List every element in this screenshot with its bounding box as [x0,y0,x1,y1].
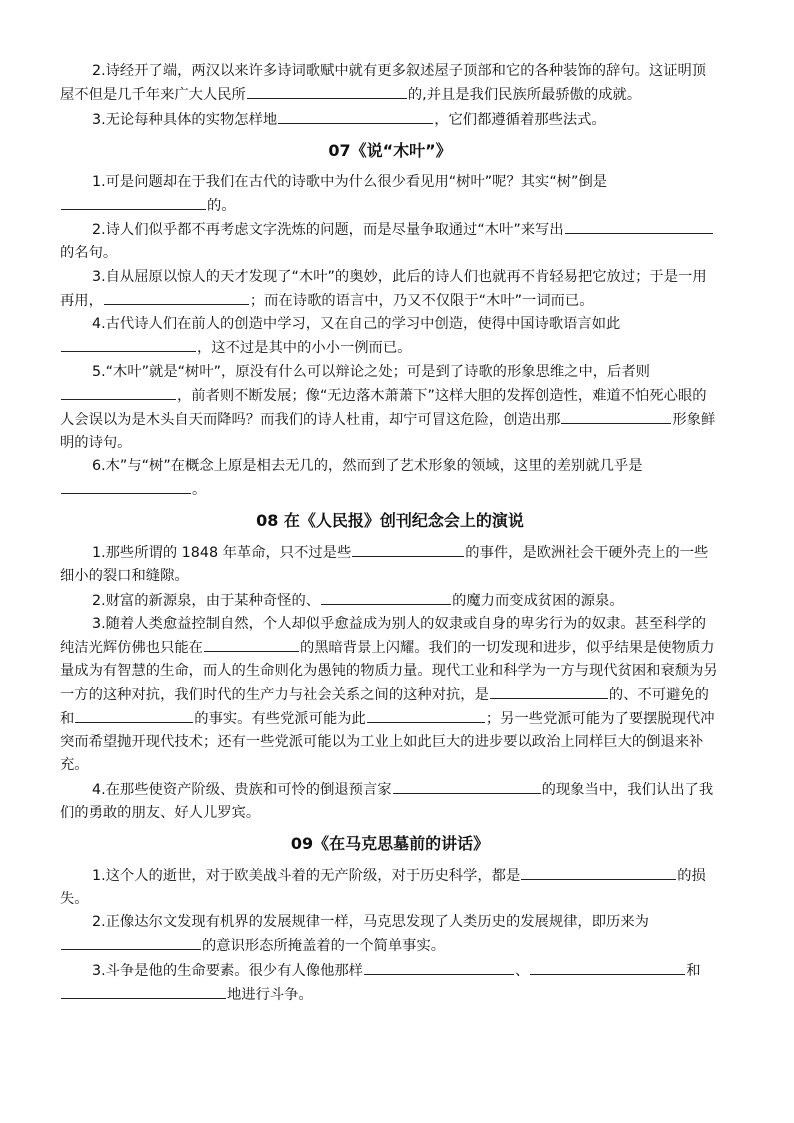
text: 2.正像达尔文发现有机界的发展规律一样，马克思发现了人类历史的发展规律，即历来为 [92,914,649,930]
fill-blank[interactable] [278,108,433,124]
item-08-3 [60,613,720,777]
fill-blank[interactable] [204,636,299,652]
fill-blank[interactable] [565,218,713,234]
text: 的魔力而变成贫困的源泉。 [452,592,624,609]
text: 的,并且是我们民族所最骄傲的成就。 [407,87,642,103]
text: 6.木”与“树”在概念上原是相去无几的，然而到了艺术形象的领域，这里的差别就几乎是 [92,458,643,474]
fill-blank[interactable] [61,934,201,950]
text: 3.斗争是他的生命要素。很少有人像他那样 [92,962,363,979]
text: 3.随着人类愈益控制自然，个人却似乎愈益成为别人的奴隶或自身的卑劣行为的奴隶。甚至科学的纯洁光辉仿佛也只能在 [60,616,707,656]
fill-blank[interactable] [321,589,451,605]
text: 的。 [207,197,236,214]
text: 5.“木叶”就是“树叶”，原没有什么可以辩论之处；可是到了诗歌的形象思维之中，后者则 [92,363,650,380]
section-title-07: 07《说“木叶”》 [328,140,452,160]
fill-blank[interactable] [247,83,407,99]
item-07-1 [60,171,720,218]
fill-blank[interactable] [61,336,196,352]
text: 1.那些所谓的 1848 年革命，只不过是些 [92,545,352,561]
fill-blank[interactable] [521,864,676,880]
fill-blank[interactable] [364,959,514,975]
text: ；另一些党派可能为了要摆脱现代冲突而希望抛开现代技术；还有一些党派可能以为工业上如此巨大的进步要以政治上同样巨大的倒退来补充。 [60,711,715,773]
text: 3.自从屈原以惊人的天才发现了“木叶”的奥妙，此后的诗人们也就再不肯轻易把它放过；于是一用再用， [60,268,707,309]
text: 。 [192,482,207,498]
document-page [60,60,720,1007]
item-09-2 [60,911,720,958]
text: 的事实。有些党派可能为此 [194,711,366,727]
item-08-2 [60,589,720,613]
fill-blank[interactable] [61,983,226,999]
item-06-2 [60,60,720,107]
fill-blank[interactable] [61,384,176,400]
fill-blank[interactable] [393,778,541,794]
text: 和 [686,962,715,979]
item-07-5 [60,361,720,455]
text: 4.在那些使资产阶级、贵族和可怜的倒退预言家 [92,781,392,798]
text: ，它们都遵循着那些法式。 [434,111,606,128]
text: 、 [514,962,530,979]
section-title-08: 08 在《人民报》创刊纪念会上的演说 [256,511,524,530]
text: 3.无论每种具体的实物怎样地 [92,111,278,128]
text: 的名句。 [60,245,118,261]
item-09-3 [60,959,720,1007]
text: 4.古代诗人们在前人的创造中学习，又在自己的学习中创造，使得中国诗歌语言如此 [92,316,621,332]
text: 的、不可避免的和 [60,687,709,727]
text: 2.诗经开了端，两汉以来许多诗词歌赋中就有更多叙述屋子顶部和它的各种装饰的辞句。这证明顶屋不但是几千年来广大人民所 [60,63,707,103]
item-08-1 [60,541,720,588]
text: 的现象当中，我们认出了我们的勇敢的朋友、好人儿罗宾。 [60,781,714,821]
item-08-4 [60,778,720,825]
item-07-4 [60,313,720,360]
fill-blank[interactable] [530,959,685,975]
text: 形象鲜明的诗句。 [60,411,716,451]
text: ，前者则不断发展；像“无边落木萧萧下”这样大胆的发挥创造性，难道不怕死心眼的人会误以为是木头自天而降吗？而我们的诗人杜甫，却宁可冒这危险，创造出那 [60,387,707,428]
text: 2.财富的新源泉，由于某种奇怪的、 [92,592,321,609]
text: 的意识形态所掩盖着的一个简单事实。 [202,938,446,954]
text: 1.可是问题却在于我们在古代的诗歌中为什么很少看见用“树叶”呢？其实“树”倒是 [92,173,608,190]
text: 2.诗人们似乎都不再考虑文字洗炼的问题，而是尽量争取通过“木叶”来写出 [92,222,564,238]
item-07-6 [60,455,720,502]
fill-blank[interactable] [561,408,671,424]
fill-blank[interactable] [490,683,608,699]
text: ；而在诗歌的语言中，乃又不仅限于“木叶”一词而已。 [249,292,594,309]
text: 地进行斗争。 [227,986,313,1003]
section-title-09: 09《在马克思墓前的讲话》 [290,833,490,853]
item-07-2 [60,218,720,265]
text: 的损失。 [60,867,706,907]
text: ，这不过是其中的小小一例而已。 [197,340,412,356]
item-09-1 [60,864,720,911]
fill-blank[interactable] [367,707,485,723]
fill-blank[interactable] [104,289,249,305]
fill-blank[interactable] [61,194,206,210]
fill-blank[interactable] [61,478,191,494]
item-06-3 [60,108,720,132]
text: 1.这个人的逝世，对于欧美战斗着的无产阶级，对于历史科学，都是 [92,867,521,884]
text: 的事件，是欧洲社会干硬外壳上的一些细小的裂口和缝隙。 [60,545,709,584]
item-07-3 [60,266,720,313]
fill-blank[interactable] [75,707,193,723]
text: 的黑暗背景上闪耀。我们的一切发现和进步，似乎结果是使物质力量成为有智慧的生命，而人的生命则化为愚钝的物质力量。现代工业和科学为一方与现代贫困和衰颓为另一方的这种对抗，我们时代的生产力与社会关系之间的这种对抗，是 [60,640,718,703]
fill-blank[interactable] [352,541,464,557]
